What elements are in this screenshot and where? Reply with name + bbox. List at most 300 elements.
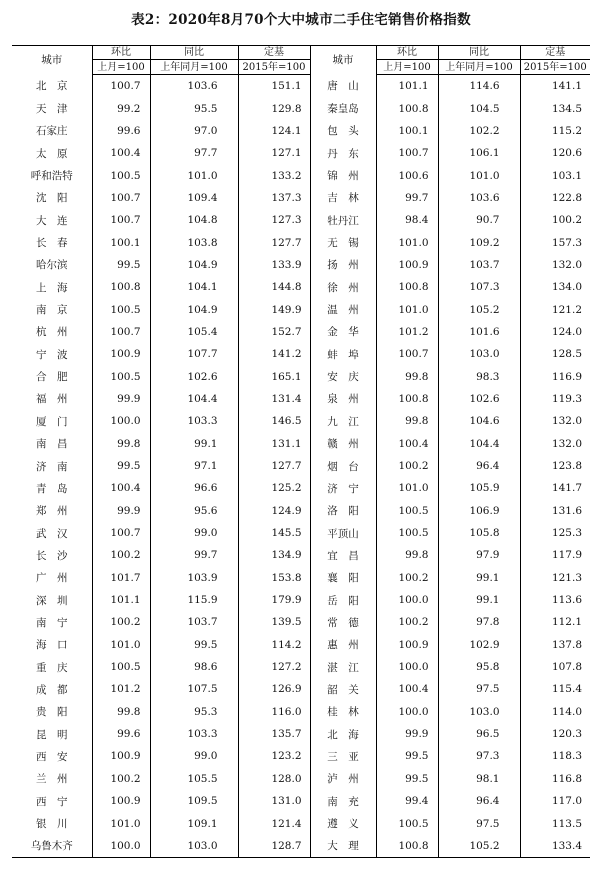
city-name: 青 岛 (36, 482, 68, 495)
header-yoy-sub-left: 上年同月=100 (150, 60, 238, 75)
header-yoy-left: 同比 (150, 46, 238, 60)
base-value: 165.1 (238, 365, 310, 387)
city-name: 秦皇岛 (310, 97, 376, 119)
yoy-value: 103.7 (150, 611, 238, 633)
base-value: 103.1 (520, 164, 590, 186)
base-value: 124.0 (520, 321, 590, 343)
mom-value: 100.0 (92, 410, 150, 432)
mom-value: 100.4 (92, 142, 150, 164)
mom-value: 100.8 (92, 276, 150, 298)
yoy-value: 103.3 (150, 410, 238, 432)
city-name: 西 宁 (36, 795, 68, 808)
yoy-value: 95.5 (150, 97, 238, 119)
mom-value: 99.8 (376, 410, 438, 432)
yoy-value: 103.0 (150, 835, 238, 858)
table-header (12, 46, 590, 75)
city-name: 南 京 (36, 304, 68, 317)
mom-value: 100.4 (376, 678, 438, 700)
header-base-right: 定基 (520, 46, 590, 60)
yoy-value: 109.4 (150, 187, 238, 209)
city-name: 牡丹江 (310, 209, 376, 231)
city-name: 金 华 (310, 321, 376, 343)
table-row (12, 634, 590, 656)
base-value: 134.5 (520, 97, 590, 119)
yoy-value: 98.6 (150, 656, 238, 678)
table-row (12, 723, 590, 745)
mom-value: 101.0 (92, 634, 150, 656)
yoy-value: 103.7 (438, 254, 520, 276)
city-name: 丹 东 (310, 142, 376, 164)
city-name: 遵 义 (310, 812, 376, 834)
yoy-value: 104.8 (150, 209, 238, 231)
mom-value: 99.9 (92, 500, 150, 522)
mom-value: 100.9 (92, 343, 150, 365)
base-value: 134.0 (520, 276, 590, 298)
city-name: 南 昌 (36, 438, 68, 451)
mom-value: 100.2 (92, 611, 150, 633)
mom-value: 99.5 (376, 745, 438, 767)
mom-value: 99.8 (376, 365, 438, 387)
yoy-value: 109.5 (150, 790, 238, 812)
city-name: 昆 明 (36, 728, 68, 741)
mom-value: 101.0 (376, 231, 438, 253)
base-value: 121.2 (520, 298, 590, 320)
mom-value: 99.5 (376, 768, 438, 790)
city-name: 福 州 (36, 393, 68, 406)
yoy-value: 99.1 (150, 433, 238, 455)
base-value: 179.9 (238, 589, 310, 611)
base-value: 123.8 (520, 455, 590, 477)
base-value: 127.2 (238, 656, 310, 678)
yoy-value: 96.5 (438, 723, 520, 745)
yoy-value: 96.6 (150, 477, 238, 499)
mom-value: 100.8 (376, 97, 438, 119)
city-name: 杭 州 (36, 326, 68, 339)
table-row (12, 120, 590, 142)
city-name: 洛 阳 (310, 500, 376, 522)
yoy-value: 109.2 (438, 231, 520, 253)
base-value: 133.9 (238, 254, 310, 276)
city-name: 泸 州 (310, 768, 376, 790)
city-name: 北 海 (310, 723, 376, 745)
mom-value: 100.4 (92, 477, 150, 499)
yoy-value: 104.9 (150, 298, 238, 320)
table-row (12, 589, 590, 611)
header-mom-left: 环比 (92, 46, 150, 60)
table-row (12, 745, 590, 767)
city-name: 海 口 (36, 639, 68, 652)
mom-value: 101.1 (92, 589, 150, 611)
mom-value: 100.7 (92, 187, 150, 209)
city-name: 唐 山 (310, 75, 376, 98)
city-name: 襄 阳 (310, 567, 376, 589)
base-value: 120.3 (520, 723, 590, 745)
table-body (12, 75, 590, 858)
table-row (12, 500, 590, 522)
base-value: 116.9 (520, 365, 590, 387)
base-value: 120.6 (520, 142, 590, 164)
yoy-value: 97.8 (438, 611, 520, 633)
mom-value: 100.1 (376, 120, 438, 142)
mom-value: 100.7 (376, 142, 438, 164)
mom-value: 99.8 (92, 433, 150, 455)
city-name: 成 都 (36, 683, 68, 696)
yoy-value: 103.0 (438, 701, 520, 723)
mom-value: 100.7 (92, 321, 150, 343)
header-mom-sub-right: 上月=100 (376, 60, 438, 75)
base-value: 145.5 (238, 522, 310, 544)
mom-value: 99.8 (376, 544, 438, 566)
city-name: 平顶山 (310, 522, 376, 544)
city-name: 天 津 (36, 103, 68, 116)
city-name: 蚌 埠 (310, 343, 376, 365)
base-value: 153.8 (238, 567, 310, 589)
city-name: 岳 阳 (310, 589, 376, 611)
mom-value: 100.5 (92, 164, 150, 186)
base-value: 141.7 (520, 477, 590, 499)
base-value: 128.5 (520, 343, 590, 365)
base-value: 124.1 (238, 120, 310, 142)
table-row (12, 656, 590, 678)
table-row (12, 477, 590, 499)
yoy-value: 97.1 (150, 455, 238, 477)
mom-value: 100.6 (376, 164, 438, 186)
yoy-value: 90.7 (438, 209, 520, 231)
base-value: 131.0 (238, 790, 310, 812)
yoy-value: 103.8 (150, 231, 238, 253)
city-name: 常 德 (310, 611, 376, 633)
mom-value: 100.2 (92, 544, 150, 566)
city-name: 西 安 (36, 750, 68, 763)
base-value: 118.3 (520, 745, 590, 767)
base-value: 119.3 (520, 388, 590, 410)
mom-value: 100.5 (92, 298, 150, 320)
price-index-table (12, 45, 590, 858)
table-row (12, 567, 590, 589)
mom-value: 99.9 (92, 388, 150, 410)
mom-value: 100.0 (376, 656, 438, 678)
yoy-value: 102.9 (438, 634, 520, 656)
city-name: 重 庆 (36, 661, 68, 674)
mom-value: 100.9 (92, 745, 150, 767)
yoy-value: 96.4 (438, 455, 520, 477)
city-name: 沈 阳 (36, 192, 68, 205)
mom-value: 100.8 (376, 276, 438, 298)
city-name: 深 圳 (36, 594, 68, 607)
table-title: 表2：2020年8月70个大中城市二手住宅销售价格指数 (131, 12, 471, 28)
base-value: 127.3 (238, 209, 310, 231)
header-base-sub-right: 2015年=100 (520, 60, 590, 75)
yoy-value: 95.3 (150, 701, 238, 723)
base-value: 132.0 (520, 410, 590, 432)
table-row (12, 254, 590, 276)
city-name: 九 江 (310, 410, 376, 432)
yoy-value: 99.0 (150, 745, 238, 767)
base-value: 114.2 (238, 634, 310, 656)
base-value: 121.4 (238, 812, 310, 834)
base-value: 123.2 (238, 745, 310, 767)
yoy-value: 99.5 (150, 634, 238, 656)
base-value: 135.7 (238, 723, 310, 745)
base-value: 152.7 (238, 321, 310, 343)
mom-value: 100.0 (376, 701, 438, 723)
city-name: 扬 州 (310, 254, 376, 276)
table-row (12, 97, 590, 119)
city-name: 吉 林 (310, 187, 376, 209)
mom-value: 100.9 (376, 634, 438, 656)
base-value: 157.3 (520, 231, 590, 253)
table-row (12, 790, 590, 812)
yoy-value: 102.6 (438, 388, 520, 410)
header-base-sub-left: 2015年=100 (238, 60, 310, 75)
base-value: 121.3 (520, 567, 590, 589)
mom-value: 100.7 (92, 522, 150, 544)
city-name: 济 南 (36, 460, 68, 473)
yoy-value: 105.2 (438, 835, 520, 858)
city-name: 济 宁 (310, 477, 376, 499)
mom-value: 100.0 (92, 835, 150, 858)
yoy-value: 105.2 (438, 298, 520, 320)
mom-value: 101.2 (92, 678, 150, 700)
yoy-value: 98.1 (438, 768, 520, 790)
city-name: 惠 州 (310, 634, 376, 656)
yoy-value: 97.5 (438, 678, 520, 700)
mom-value: 101.1 (376, 75, 438, 98)
base-value: 128.0 (238, 768, 310, 790)
mom-value: 98.4 (376, 209, 438, 231)
mom-value: 100.5 (376, 500, 438, 522)
yoy-value: 96.4 (438, 790, 520, 812)
yoy-value: 109.1 (150, 812, 238, 834)
mom-value: 99.9 (376, 723, 438, 745)
mom-value: 100.9 (92, 790, 150, 812)
yoy-value: 99.7 (150, 544, 238, 566)
yoy-value: 106.9 (438, 500, 520, 522)
header-yoy-right: 同比 (438, 46, 520, 60)
yoy-value: 97.0 (150, 120, 238, 142)
base-value: 115.2 (520, 120, 590, 142)
table-row (12, 187, 590, 209)
base-value: 116.8 (520, 768, 590, 790)
base-value: 127.7 (238, 455, 310, 477)
yoy-value: 103.6 (150, 75, 238, 98)
city-name: 宜 昌 (310, 544, 376, 566)
mom-value: 99.8 (92, 701, 150, 723)
base-value: 117.9 (520, 544, 590, 566)
city-name: 呼和浩特 (30, 170, 73, 183)
yoy-value: 102.6 (150, 365, 238, 387)
mom-value: 99.5 (92, 455, 150, 477)
city-name: 兰 州 (36, 773, 68, 786)
base-value: 115.4 (520, 678, 590, 700)
base-value: 131.1 (238, 433, 310, 455)
yoy-value: 115.9 (150, 589, 238, 611)
table-row (12, 433, 590, 455)
table-row (12, 209, 590, 231)
city-name: 泉 州 (310, 388, 376, 410)
city-name: 韶 关 (310, 678, 376, 700)
mom-value: 100.7 (92, 209, 150, 231)
table-row (12, 75, 590, 98)
base-value: 113.6 (520, 589, 590, 611)
base-value: 134.9 (238, 544, 310, 566)
yoy-value: 104.4 (150, 388, 238, 410)
yoy-value: 99.1 (438, 567, 520, 589)
mom-value: 100.1 (92, 231, 150, 253)
yoy-value: 104.6 (438, 410, 520, 432)
mom-value: 101.7 (92, 567, 150, 589)
yoy-value: 103.3 (150, 723, 238, 745)
table-row (12, 343, 590, 365)
yoy-value: 99.0 (150, 522, 238, 544)
table-row (12, 611, 590, 633)
base-value: 141.2 (238, 343, 310, 365)
yoy-value: 104.1 (150, 276, 238, 298)
yoy-value: 104.4 (438, 433, 520, 455)
yoy-value: 103.9 (150, 567, 238, 589)
city-name: 安 庆 (310, 365, 376, 387)
yoy-value: 103.0 (438, 343, 520, 365)
base-value: 151.1 (238, 75, 310, 98)
city-name: 烟 台 (310, 455, 376, 477)
city-name: 合 肥 (36, 371, 68, 384)
mom-value: 100.2 (376, 611, 438, 633)
city-name: 上 海 (36, 281, 68, 294)
yoy-value: 107.7 (150, 343, 238, 365)
mom-value: 100.5 (376, 812, 438, 834)
header-mom-sub-left: 上月=100 (92, 60, 150, 75)
table-row (12, 522, 590, 544)
base-value: 114.0 (520, 701, 590, 723)
table-row (12, 231, 590, 253)
city-name: 包 头 (310, 120, 376, 142)
city-name: 桂 林 (310, 701, 376, 723)
mom-value: 100.7 (376, 343, 438, 365)
base-value: 141.1 (520, 75, 590, 98)
table-row (12, 365, 590, 387)
yoy-value: 101.0 (150, 164, 238, 186)
table-row (12, 812, 590, 834)
table-row (12, 142, 590, 164)
header-city-right: 城市 (310, 46, 376, 75)
base-value: 122.8 (520, 187, 590, 209)
mom-value: 100.5 (92, 365, 150, 387)
yoy-value: 103.6 (438, 187, 520, 209)
yoy-value: 106.1 (438, 142, 520, 164)
mom-value: 100.7 (92, 75, 150, 98)
city-name: 大 理 (310, 835, 376, 858)
base-value: 113.5 (520, 812, 590, 834)
mom-value: 99.4 (376, 790, 438, 812)
mom-value: 100.5 (376, 522, 438, 544)
yoy-value: 105.8 (438, 522, 520, 544)
base-value: 137.3 (238, 187, 310, 209)
mom-value: 100.2 (92, 768, 150, 790)
base-value: 132.0 (520, 254, 590, 276)
city-name: 南 宁 (36, 616, 68, 629)
table-row (12, 835, 590, 858)
mom-value: 101.0 (92, 812, 150, 834)
mom-value: 100.0 (376, 589, 438, 611)
table-row (12, 701, 590, 723)
yoy-value: 105.4 (150, 321, 238, 343)
city-name: 宁 波 (36, 348, 68, 361)
base-value: 131.6 (520, 500, 590, 522)
mom-value: 99.5 (92, 254, 150, 276)
yoy-value: 107.3 (438, 276, 520, 298)
mom-value: 101.2 (376, 321, 438, 343)
base-value: 100.2 (520, 209, 590, 231)
yoy-value: 97.9 (438, 544, 520, 566)
mom-value: 100.2 (376, 455, 438, 477)
base-value: 137.8 (520, 634, 590, 656)
yoy-value: 107.5 (150, 678, 238, 700)
mom-value: 100.9 (376, 254, 438, 276)
base-value: 132.0 (520, 433, 590, 455)
base-value: 139.5 (238, 611, 310, 633)
base-value: 125.2 (238, 477, 310, 499)
city-name: 赣 州 (310, 433, 376, 455)
base-value: 125.3 (520, 522, 590, 544)
table-row (12, 321, 590, 343)
city-name: 湛 江 (310, 656, 376, 678)
city-name: 太 原 (36, 147, 68, 160)
city-name: 长 沙 (36, 549, 68, 562)
yoy-value: 104.9 (150, 254, 238, 276)
city-name: 大 连 (36, 214, 68, 227)
yoy-value: 98.3 (438, 365, 520, 387)
city-name: 无 锡 (310, 231, 376, 253)
mom-value: 100.5 (92, 656, 150, 678)
city-name: 三 亚 (310, 745, 376, 767)
yoy-value: 97.5 (438, 812, 520, 834)
yoy-value: 95.6 (150, 500, 238, 522)
city-name: 厦 门 (36, 415, 68, 428)
table-row (12, 768, 590, 790)
yoy-value: 105.9 (438, 477, 520, 499)
base-value: 128.7 (238, 835, 310, 858)
city-name: 锦 州 (310, 164, 376, 186)
base-value: 127.7 (238, 231, 310, 253)
base-value: 144.8 (238, 276, 310, 298)
table-row (12, 544, 590, 566)
mom-value: 100.8 (376, 835, 438, 858)
mom-value: 99.2 (92, 97, 150, 119)
base-value: 116.0 (238, 701, 310, 723)
base-value: 126.9 (238, 678, 310, 700)
mom-value: 100.8 (376, 388, 438, 410)
base-value: 131.4 (238, 388, 310, 410)
table-row (12, 164, 590, 186)
mom-value: 99.7 (376, 187, 438, 209)
city-name: 银 川 (36, 818, 68, 831)
yoy-value: 114.6 (438, 75, 520, 98)
city-name: 温 州 (310, 298, 376, 320)
table-row (12, 678, 590, 700)
city-name: 贵 阳 (36, 706, 68, 719)
city-name: 广 州 (36, 572, 68, 585)
mom-value: 100.2 (376, 567, 438, 589)
yoy-value: 99.1 (438, 589, 520, 611)
city-name: 乌鲁木齐 (12, 835, 92, 858)
base-value: 133.2 (238, 164, 310, 186)
yoy-value: 97.7 (150, 142, 238, 164)
base-value: 107.8 (520, 656, 590, 678)
city-name: 哈尔滨 (36, 259, 68, 272)
table-row (12, 388, 590, 410)
header-base-left: 定基 (238, 46, 310, 60)
yoy-value: 95.8 (438, 656, 520, 678)
